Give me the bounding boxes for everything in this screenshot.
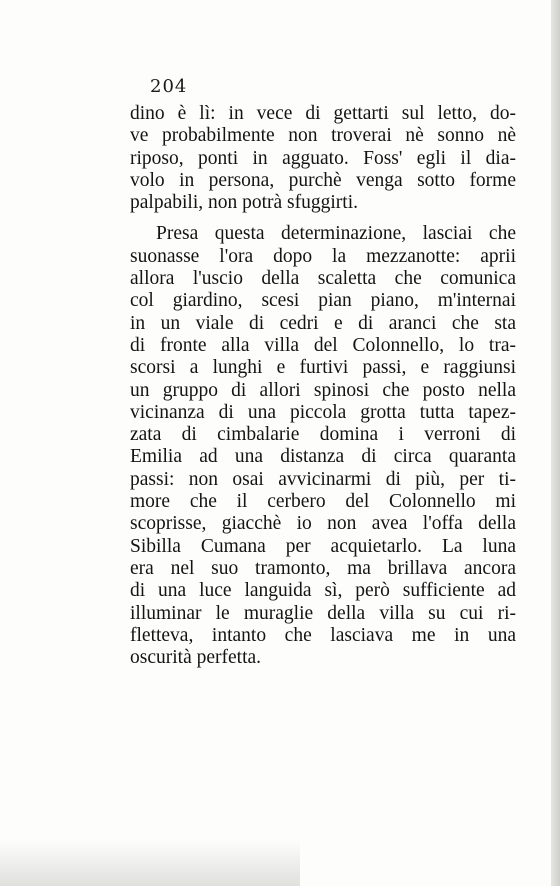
text-line: scoprisse, giacchè io non avea l'offa della	[130, 513, 516, 535]
text-line: scorsi a lunghi e furtivi passi, e raggiunsi	[130, 357, 516, 379]
paragraph-2	[130, 223, 516, 669]
text-line: allora l'uscio della scaletta che comunica	[130, 268, 516, 290]
page-number: 204	[150, 76, 188, 97]
text-line: era nel suo tramonto, ma brillava ancora	[130, 557, 516, 579]
text-line: more che il cerbero del Colonnello mi	[130, 491, 516, 513]
page-edge-shadow	[551, 0, 560, 886]
text-line: suonasse l'ora dopo la mezzanotte: aprii	[130, 245, 516, 267]
text-line: di una luce languida sì, però sufficiente ad	[130, 580, 516, 602]
text-line: volo in persona, purchè venga sotto forme	[130, 169, 516, 191]
text-line: ve probabilmente non troverai nè sonno nè	[130, 125, 516, 147]
paragraph-gap	[130, 214, 516, 223]
text-line: dino è lì: in vece di gettarti sul letto, do-	[130, 103, 516, 124]
page-corner-smudge	[0, 840, 300, 886]
text-line: illuminar le muraglie della villa su cui ri-	[130, 602, 516, 624]
text-line: in un viale di cedri e di aranci che sta	[130, 312, 516, 334]
text-line: Presa questa determinazione, lasciai che	[156, 223, 516, 245]
text-line: Emilia ad una distanza di circa quaranta	[130, 446, 516, 468]
text-line: riposo, ponti in agguato. Foss' egli il dia-	[130, 147, 516, 169]
text-line: vicinanza di una piccola grotta tutta tapez-	[130, 401, 516, 423]
text-line: passi: non osai avvicinarmi di più, per ti-	[130, 468, 516, 490]
text-line: palpabili, non potrà sfuggirti.	[130, 192, 359, 214]
text-line: un gruppo di allori spinosi che posto nella	[130, 379, 516, 401]
text-line: di fronte alla villa del Colonnello, lo tra-	[130, 334, 516, 356]
text-line: fletteva, intanto che lasciava me in una	[130, 624, 516, 646]
paragraph-1	[130, 103, 516, 214]
text-line: col giardino, scesi pian piano, m'internai	[130, 290, 516, 312]
text-line: zata di cimbalarie domina i verroni di	[130, 424, 516, 446]
text-line: Sibilla Cumana per acquietarlo. La luna	[130, 535, 516, 557]
text-line: oscurità perfetta.	[130, 647, 262, 669]
body-text	[130, 103, 516, 669]
